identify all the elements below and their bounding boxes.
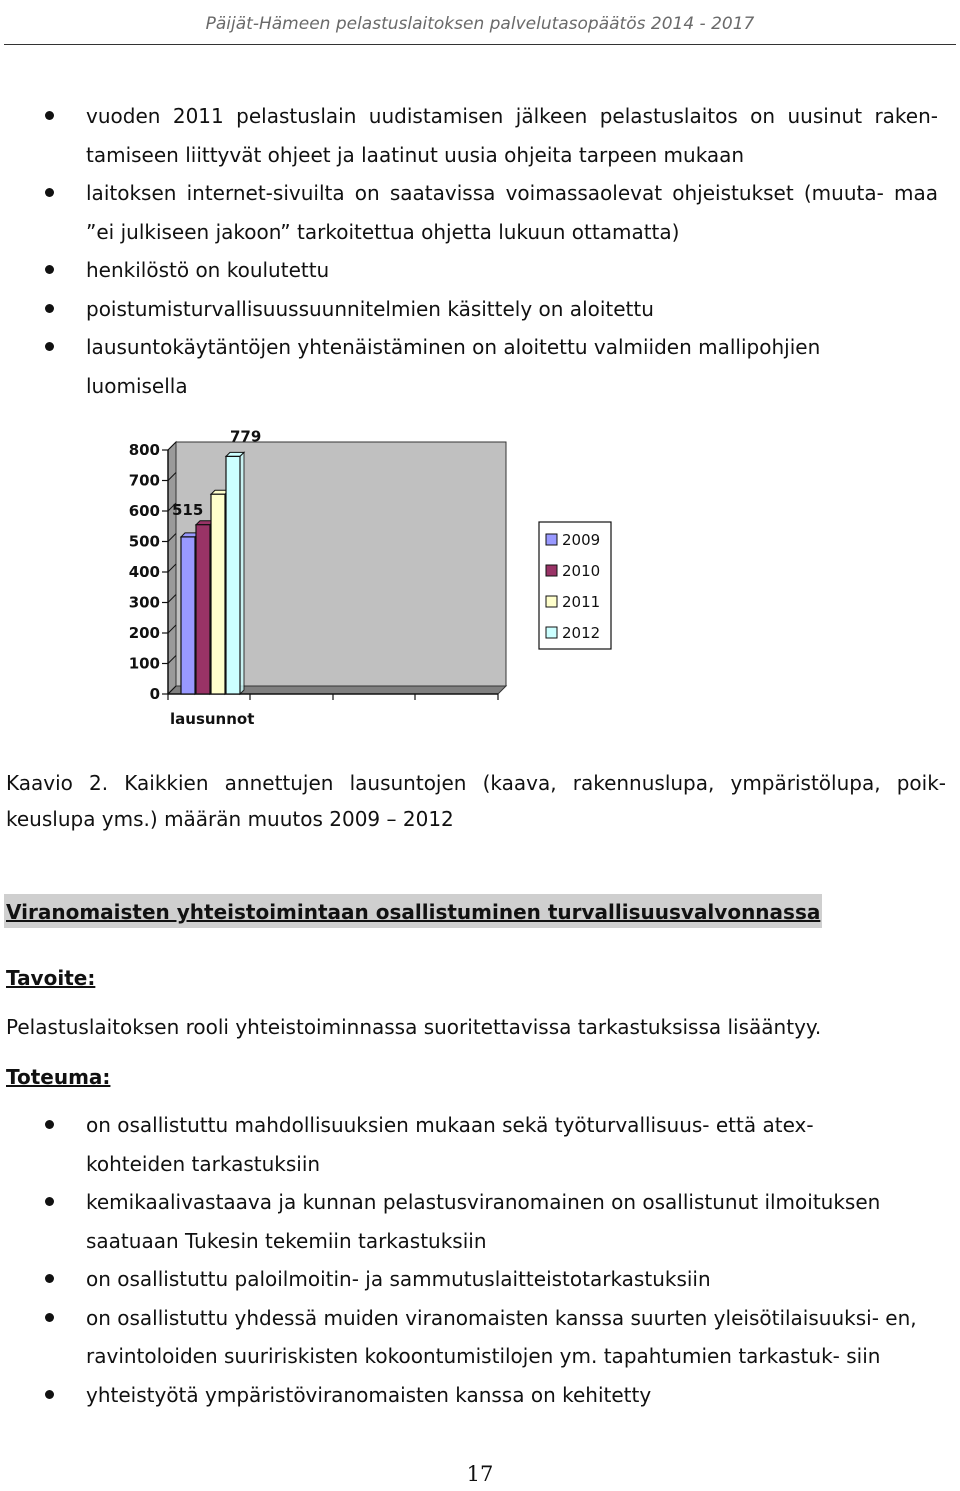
list-item — [0, 290, 960, 329]
bullet-icon — [45, 111, 54, 120]
data-label-2009: 515 — [172, 500, 204, 519]
list-item — [0, 1260, 960, 1299]
list-item — [0, 251, 960, 290]
chart-caption: Kaavio 2. Kaikkien annettujen lausuntojen (kaava, rakennuslupa, ympäristölupa, poik- keuslupa yms.) määrän muutos 2009 – 2012 — [6, 771, 946, 831]
bullet-icon — [45, 304, 54, 313]
y-tick-label: 400 — [128, 563, 160, 581]
list-item — [0, 1299, 960, 1376]
bullet-icon — [45, 265, 54, 274]
page-header — [0, 0, 960, 44]
page-number: 17 — [466, 1462, 494, 1486]
bullet-icon — [45, 1390, 54, 1399]
list-item-text: vuoden 2011 pelastuslain uudistamisen jälkeen pelastuslaitos on uusinut raken- tamiseen liittyvät ohjeet ja laatinut uusia ohjeita tarpeen mukaan — [86, 104, 938, 167]
goal-label: Tavoite: — [6, 966, 96, 990]
list-item — [0, 97, 960, 174]
legend-swatch-2012 — [546, 627, 557, 638]
legend-swatch-2011 — [546, 596, 557, 607]
y-tick-label: 300 — [128, 593, 160, 612]
list-item — [0, 328, 960, 405]
bullet-icon — [45, 188, 54, 197]
header-title: Päijät-Hämeen pelastuslaitoksen palvelutasopäätös 2014 - 2017 — [205, 14, 755, 34]
list-item — [0, 1183, 960, 1260]
bottom-bullet-list — [0, 1106, 960, 1414]
list-item-text: on osallistuttu paloilmoitin- ja sammutuslaitteistotarkastuksiin — [86, 1267, 711, 1291]
bar-2011 — [211, 494, 225, 694]
list-item-text: yhteistyötä ympäristöviranomaisten kanssa on kehitetty — [86, 1382, 652, 1407]
bar-2010 — [196, 525, 210, 694]
list-item-text: on osallistuttu mahdollisuuksien mukaan sekä työturvallisuus- että atex- kohteiden tarkastuksiin — [86, 1113, 814, 1176]
bar-side-2012 — [240, 452, 244, 694]
data-label-2012: 779 — [230, 427, 262, 446]
legend-swatch-2010 — [546, 565, 557, 576]
list-item-text: poistumisturvallisuussuunnitelmien käsittely on aloitettu — [86, 296, 654, 321]
header-divider — [4, 44, 956, 45]
list-item-text: henkilöstö on koulutettu — [86, 258, 330, 282]
y-tick-label: 0 — [149, 685, 160, 703]
y-tick-label: 700 — [128, 471, 160, 490]
bar-2009 — [181, 537, 195, 694]
list-item-text: laitoksen internet-sivuilta on saatavissa voimassaolevat ohjeistukset (muuta- maa ”ei julkiseen jakoon” tarkoitettua ohjetta lukuun ottamatta) — [86, 181, 938, 244]
bullet-icon — [45, 1274, 54, 1283]
y-tick-label: 600 — [128, 502, 160, 520]
list-item — [0, 174, 960, 251]
bullet-icon — [45, 342, 54, 351]
goal-text: Pelastuslaitoksen rooli yhteistoiminnassa suoritettavissa tarkastuksissa lisääntyy. — [6, 1015, 822, 1039]
result-label: Toteuma: — [6, 1065, 111, 1089]
list-item-text: kemikaalivastaava ja kunnan pelastusviranomainen on osallistunut ilmoituksen saatuaan Tukesin tekemiin tarkastuksiin — [86, 1190, 881, 1253]
list-item-text: on osallistuttu yhdessä muiden viranomaisten kanssa suurten yleisötilaisuuksi- en, ravintoloiden suuririskisten kokoontumistilojen ym. tapahtumien tarkastuk- siin — [86, 1305, 917, 1368]
bar-2012 — [226, 456, 240, 694]
legend-label-2009: 2009 — [562, 531, 601, 549]
top-bullet-list — [0, 97, 960, 405]
lausunnot-bar-chart — [0, 410, 640, 740]
bullet-icon — [45, 1313, 54, 1322]
bullet-icon — [45, 1197, 54, 1206]
y-tick-label: 800 — [128, 441, 160, 459]
legend-label-2010: 2010 — [562, 562, 601, 580]
section-heading: Viranomaisten yhteistoimintaan osallistuminen turvallisuusvalvonnassa — [4, 894, 822, 928]
list-item — [0, 1106, 960, 1183]
y-tick-label: 200 — [128, 624, 160, 642]
category-label: lausunnot — [170, 710, 255, 728]
y-tick-label: 500 — [128, 532, 160, 551]
legend-label-2011: 2011 — [562, 593, 601, 611]
list-item — [0, 1376, 960, 1415]
legend-label-2012: 2012 — [562, 624, 601, 642]
bullet-icon — [45, 1120, 54, 1129]
legend-swatch-2009 — [546, 534, 557, 545]
y-tick-label: 100 — [128, 654, 160, 673]
list-item-text: lausuntokäytäntöjen yhtenäistäminen on aloitettu valmiiden mallipohjien luomisella — [86, 335, 821, 398]
